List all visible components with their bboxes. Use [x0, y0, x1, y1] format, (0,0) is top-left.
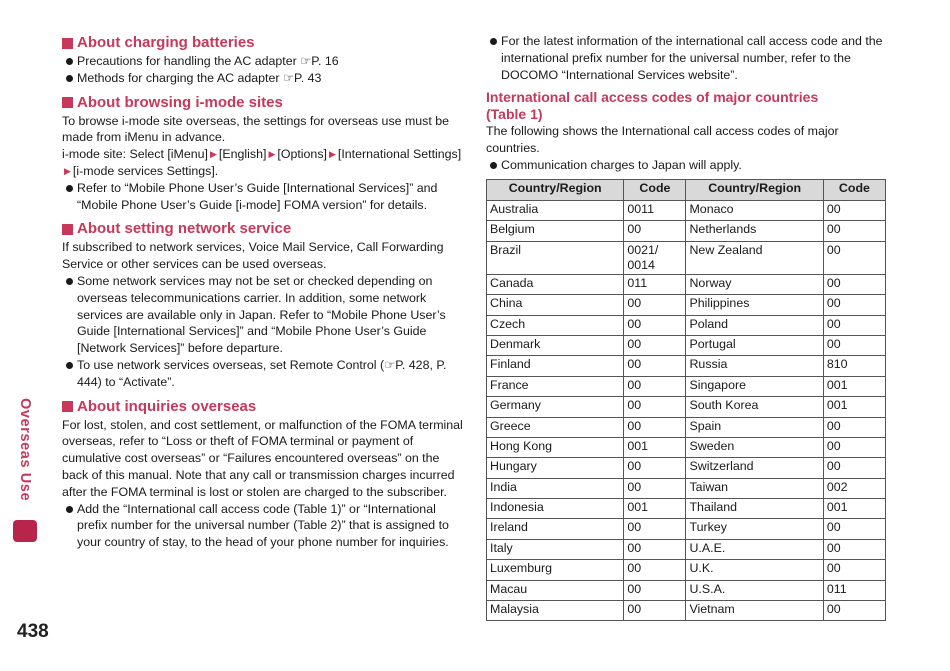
code-cell: 00 — [823, 201, 885, 221]
section-title-browsing: About browsing i-mode sites — [62, 93, 464, 113]
arrow-right-icon: ▶ — [268, 149, 276, 160]
square-bullet-icon — [62, 224, 73, 235]
inquiries-bullets — [62, 501, 464, 551]
code-cell: 00 — [624, 458, 686, 478]
table-row — [487, 478, 886, 498]
section-network — [62, 219, 464, 390]
side-tab-marker — [13, 520, 37, 542]
country-cell: U.A.E. — [686, 539, 823, 559]
table-intro: The following shows the International call access codes of major countries. — [486, 124, 839, 156]
browsing-path: i-mode site: Select [iMenu] ▶ [English] ▶ [Options] ▶ [International Settings]▶ [i-mode services Settings]. — [62, 147, 462, 178]
code-cell: 00 — [624, 601, 686, 621]
country-cell: Hungary — [487, 458, 624, 478]
country-cell: Germany — [487, 397, 624, 417]
table-bullets — [486, 157, 888, 174]
table-row — [487, 499, 886, 519]
country-cell: Portugal — [686, 335, 823, 355]
bullet-item: Refer to “Mobile Phone User’s Guide [International Services]” and “Mobile Phone User’s Guide [i-mode] FOMA version” for details. — [62, 180, 464, 214]
right-column — [486, 33, 888, 174]
network-bullets — [62, 273, 464, 391]
country-cell: Norway — [686, 274, 823, 294]
country-cell: Singapore — [686, 376, 823, 396]
browsing-paragraph: To browse i-mode site overseas, the settings for overseas use must be made from iMenu in advance. — [62, 113, 450, 145]
country-cell: India — [487, 478, 624, 498]
code-cell: 001 — [823, 499, 885, 519]
bullet-item: Communication charges to Japan will apply. — [486, 157, 888, 174]
table-row — [487, 295, 886, 315]
country-cell: Turkey — [686, 519, 823, 539]
country-cell: Switzerland — [686, 458, 823, 478]
inquiries-paragraph: For lost, stolen, and cost settlement, or malfunction of the FOMA terminal overseas, refer to “Loss or theft of FOMA terminal or payment of cumulative cost overseas” or “Failures encountered overseas” on the back of this manual. Note that any call or transmission charges incurred after the FOMA terminal is lost or stolen are charged to the subscriber. — [62, 417, 463, 499]
country-cell: New Zealand — [686, 241, 823, 274]
country-cell: Belgium — [487, 221, 624, 241]
table-row — [487, 315, 886, 335]
country-cell: Australia — [487, 201, 624, 221]
code-cell: 00 — [624, 315, 686, 335]
country-cell: Sweden — [686, 437, 823, 457]
country-cell: U.K. — [686, 560, 823, 580]
country-cell: Philippines — [686, 295, 823, 315]
left-column — [62, 33, 464, 557]
country-cell: South Korea — [686, 397, 823, 417]
header-country-left: Country/Region — [487, 180, 624, 201]
country-cell: Macau — [487, 580, 624, 600]
side-tab-label: Overseas Use — [17, 398, 33, 502]
bullet-item: Some network services may not be set or checked depending on overseas telecommunications carrier. In addition, some network services are available only in Japan. Refer to “Mobile Phone User’s Guide [International Services]” and “Mobile Phone User’s Guide [Network Services]” before departure. — [62, 273, 464, 357]
code-cell: 0021/ 0014 — [624, 241, 686, 274]
table-row — [487, 539, 886, 559]
table-row — [487, 241, 886, 274]
code-cell: 001 — [624, 499, 686, 519]
table-title: International call access codes of major countries (Table 1) — [486, 89, 819, 123]
table-body — [487, 201, 886, 621]
code-cell: 00 — [823, 274, 885, 294]
header-code-right: Code — [823, 180, 885, 201]
section-inquiries — [62, 397, 464, 551]
section-title-inquiries: About inquiries overseas — [62, 397, 464, 417]
code-cell: 00 — [624, 417, 686, 437]
page-number: 438 — [17, 621, 49, 642]
table-row — [487, 201, 886, 221]
code-cell: 001 — [823, 397, 885, 417]
code-cell: 0011 — [624, 201, 686, 221]
top-bullets — [486, 33, 888, 83]
country-cell: Hong Kong — [487, 437, 624, 457]
country-cell: Vietnam — [686, 601, 823, 621]
code-cell: 011 — [823, 580, 885, 600]
bullet-item: Methods for charging the AC adapter ☞P. 43 — [62, 70, 464, 87]
charging-bullets — [62, 53, 464, 87]
header-country-right: Country/Region — [686, 180, 823, 201]
country-cell: Denmark — [487, 335, 624, 355]
side-tab — [13, 398, 37, 550]
code-cell: 00 — [624, 478, 686, 498]
country-cell: Brazil — [487, 241, 624, 274]
code-cell: 00 — [624, 580, 686, 600]
table-header-row — [487, 180, 886, 201]
code-cell: 00 — [624, 295, 686, 315]
country-cell: Taiwan — [686, 478, 823, 498]
section-title-network: About setting network service — [62, 219, 464, 239]
country-cell: Greece — [487, 417, 624, 437]
square-bullet-icon — [62, 97, 73, 108]
country-cell: Luxemburg — [487, 560, 624, 580]
network-paragraph: If subscribed to network services, Voice Mail Service, Call Forwarding Service or other services can be used overseas. — [62, 240, 444, 272]
country-cell: Russia — [686, 356, 823, 376]
country-cell: China — [487, 295, 624, 315]
country-cell: Malaysia — [487, 601, 624, 621]
square-bullet-icon — [62, 401, 73, 412]
table-row — [487, 580, 886, 600]
code-cell: 00 — [823, 437, 885, 457]
country-cell: Monaco — [686, 201, 823, 221]
table-row — [487, 221, 886, 241]
code-cell: 00 — [823, 315, 885, 335]
country-cell: Canada — [487, 274, 624, 294]
code-cell: 00 — [823, 601, 885, 621]
arrow-right-icon: ▶ — [328, 149, 336, 160]
bullet-item: For the latest information of the international call access code and the international prefix number for the universal number, refer to the DOCOMO “International Services website”. — [486, 33, 888, 83]
table-row — [487, 601, 886, 621]
code-cell: 002 — [823, 478, 885, 498]
code-cell: 00 — [823, 519, 885, 539]
country-cell: Italy — [487, 539, 624, 559]
code-cell: 00 — [823, 560, 885, 580]
section-browsing — [62, 93, 464, 214]
country-cell: France — [487, 376, 624, 396]
code-cell: 00 — [624, 539, 686, 559]
code-cell: 00 — [624, 397, 686, 417]
code-cell: 00 — [624, 376, 686, 396]
country-cell: U.S.A. — [686, 580, 823, 600]
code-cell: 00 — [823, 539, 885, 559]
code-cell: 00 — [823, 458, 885, 478]
country-cell: Poland — [686, 315, 823, 335]
table-row — [487, 417, 886, 437]
table-row — [487, 356, 886, 376]
section-title-charging: About charging batteries — [62, 33, 464, 53]
table-row — [487, 560, 886, 580]
table-row — [487, 274, 886, 294]
country-cell: Thailand — [686, 499, 823, 519]
code-cell: 00 — [624, 356, 686, 376]
square-bullet-icon — [62, 38, 73, 49]
country-cell: Netherlands — [686, 221, 823, 241]
code-cell: 011 — [624, 274, 686, 294]
table-row — [487, 458, 886, 478]
country-cell: Indonesia — [487, 499, 624, 519]
code-cell: 00 — [823, 335, 885, 355]
access-codes-table — [486, 179, 886, 621]
section-charging — [62, 33, 464, 87]
code-cell: 001 — [823, 376, 885, 396]
table-row — [487, 335, 886, 355]
table-row — [487, 376, 886, 396]
code-cell: 001 — [624, 437, 686, 457]
arrow-right-icon: ▶ — [210, 149, 217, 160]
code-cell: 00 — [823, 295, 885, 315]
table-row — [487, 437, 886, 457]
table-row — [487, 519, 886, 539]
country-cell: Ireland — [487, 519, 624, 539]
browsing-bullets — [62, 180, 464, 214]
code-cell: 00 — [624, 335, 686, 355]
bullet-item: To use network services overseas, set Remote Control (☞P. 428, P. 444) to “Activate”. — [62, 357, 464, 391]
code-cell: 00 — [624, 519, 686, 539]
bullet-item: Add the “International call access code (Table 1)” or “International prefix number for the universal number (Table 2)” that is assigned to your country of stay, to the head of your phone number for inquiries. — [62, 501, 464, 551]
country-cell: Finland — [487, 356, 624, 376]
table-row — [487, 397, 886, 417]
country-cell: Czech — [487, 315, 624, 335]
bullet-item: Precautions for handling the AC adapter ☞P. 16 — [62, 53, 464, 70]
code-cell: 00 — [823, 417, 885, 437]
code-cell: 00 — [624, 221, 686, 241]
code-cell: 00 — [624, 560, 686, 580]
arrow-right-icon: ▶ — [64, 165, 71, 176]
header-code-left: Code — [624, 180, 686, 201]
code-cell: 00 — [823, 241, 885, 274]
code-cell: 810 — [823, 356, 885, 376]
code-cell: 00 — [823, 221, 885, 241]
country-cell: Spain — [686, 417, 823, 437]
